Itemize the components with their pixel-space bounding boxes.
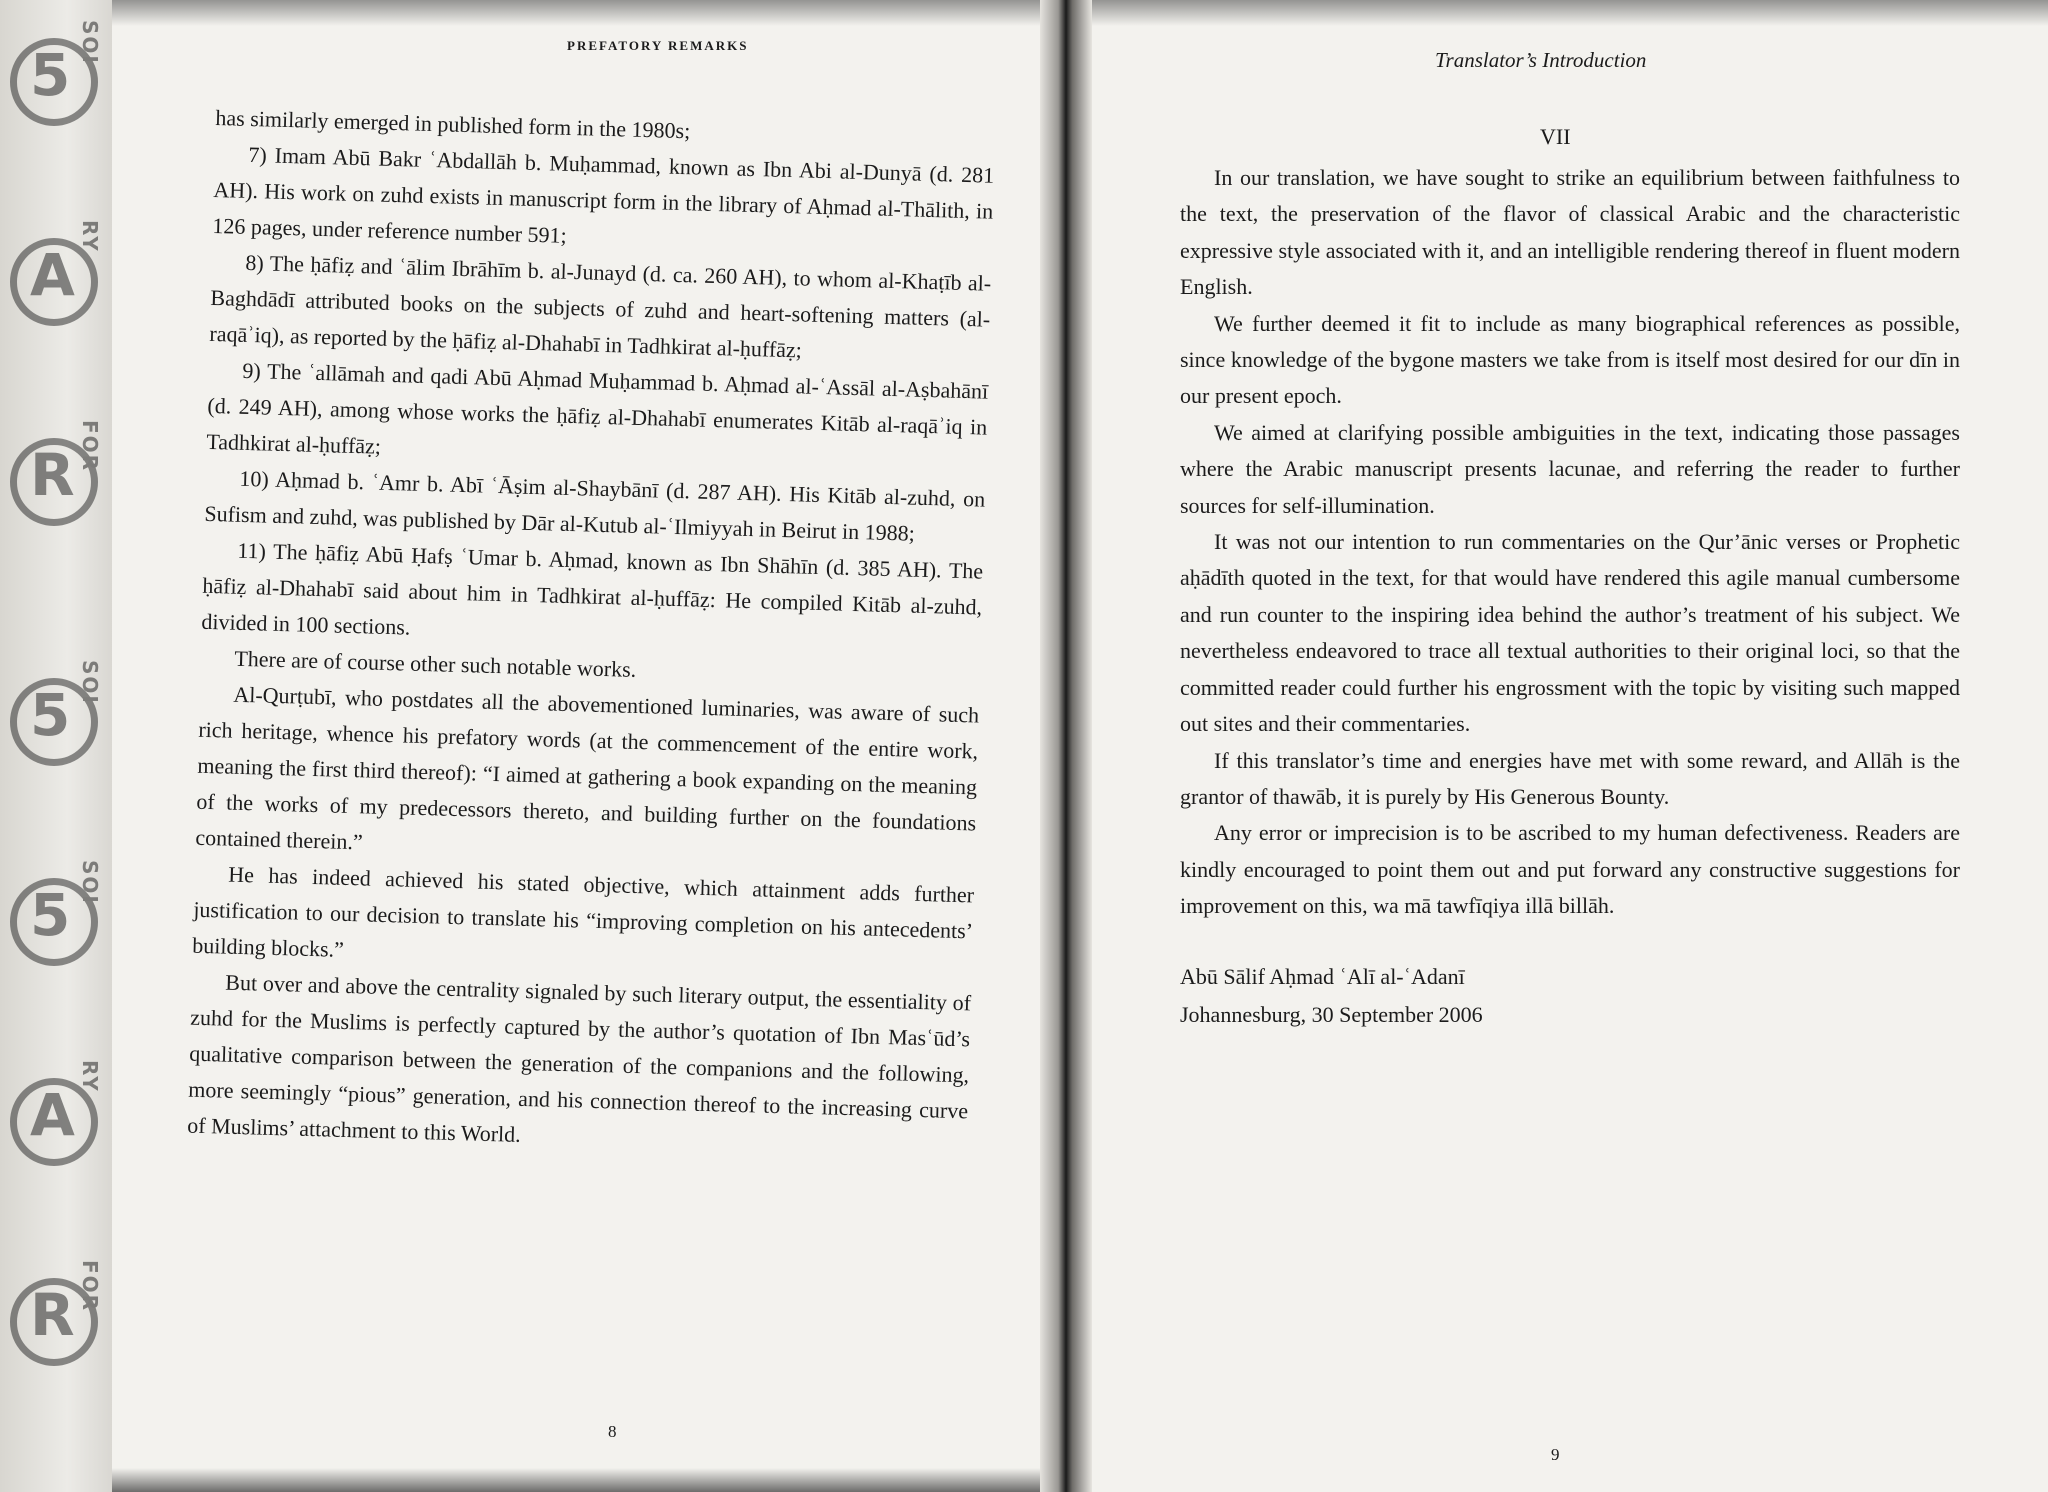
left-page-body bbox=[187, 100, 996, 1165]
paragraph: 9) The ʿallāmah and qadi Abū Aḥmad Muḥammad b. Aḥmad al-ʿAssāl al-Aṣbahānī (d. 249 AH), among whose works the ḥāfiẓ al-Dhahabī enumerates Kitāb al-raqāʾiq in Tadhkirat al-ḥuffāẓ; bbox=[206, 357, 989, 459]
paragraph: In our translation, we have sought to strike an equilibrium between faithfulness to the text, the preservation of the flavor of classical Arabic and the characteristic expressive style associated with it, and an intelligible rendering thereof in fluent modern English. bbox=[1180, 165, 1960, 300]
page-number: 9 bbox=[1551, 1445, 1560, 1464]
paragraph: 7) Imam Abū Bakr ʿAbdallāh b. Muḥammad, known as Ibn Abi al-Dunyā (d. 281 AH). His work on zuhd exists in manuscript form in the library of Aḥmad al-Thālith, in 126 pages, under reference number 591; bbox=[212, 141, 995, 248]
paragraph: There are of course other such notable works. bbox=[234, 645, 637, 682]
library-seal: 5 SOI bbox=[4, 860, 104, 1010]
paragraph: 10) Aḥmad b. ʿAmr b. Abī ʿĀṣim al-Shaybānī (d. 287 AH). His Kitāb al-zuhd, on Sufism and zuhd, was published by Dār al-Kutub al-ʿIlmiyyah in Beirut in 1988; bbox=[204, 465, 986, 546]
running-head: PREFATORY REMARKS bbox=[567, 38, 749, 53]
right-page bbox=[1092, 0, 2048, 1492]
paragraph: has similarly emerged in published form in the 1980s; bbox=[215, 104, 691, 144]
library-seal: 5 SOI bbox=[4, 20, 104, 170]
paragraph: We further deemed it fit to include as many biographical references as possible, since knowledge of the bygone masters we take from is itself most desired for our dīn in our present epoch. bbox=[1180, 310, 1960, 409]
paragraph: He has indeed achieved his stated objective, which attainment adds further justification to our decision to translate his “improving completion on his antecedents’ building blocks.” bbox=[192, 861, 975, 962]
paragraph: 8) The ḥāfiẓ and ʿālim Ibrāhīm b. al-Junayd (d. ca. 260 AH), to whom al-Khaṭīb al-Baghdādī attributed books on the subjects of zuhd and heart-softening matters (al-raqāʾiq), as reported by the ḥāfiẓ al-Dhahabī in Tadhkirat al-ḥuffāẓ; bbox=[209, 249, 992, 363]
section-number: VII bbox=[1540, 124, 1571, 149]
running-head: Translator’s Introduction bbox=[1435, 48, 1647, 72]
paragraph: If this translator’s time and energies have met with some reward, and Allāh is the grantor of thawāb, it is purely by His Generous Bounty. bbox=[1180, 747, 1960, 809]
paragraph: It was not our intention to run commentaries on the Qur’ānic verses or Prophetic aḥādīth quoted in the text, for that would have rendered this agile manual cumbersome and run counter to the inspiring idea behind the author’s treatment of his subject. We nevertheless endeavored to trace all textual authorities to their original loci, so that the committed reader could further his engrossment with the topic by visiting such mapped out sites and their commentaries. bbox=[1180, 529, 1960, 737]
left-page bbox=[112, 0, 1040, 1492]
library-seal: R FOR bbox=[4, 1260, 104, 1410]
paragraph: Any error or imprecision is to be ascribed to my human defectiveness. Readers are kindly encouraged to point them out and put forward any constructive suggestions for improvement on this, wa mā tawfīqiya illā billāh. bbox=[1180, 820, 1960, 919]
book-gutter bbox=[1040, 0, 1092, 1492]
signature-name: Abū Sālif Aḥmad ʿAlī al-ʿAdanī bbox=[1180, 964, 1465, 989]
page-number: 8 bbox=[608, 1422, 617, 1441]
library-seal: A RY bbox=[4, 1060, 104, 1210]
library-seal: R FOR bbox=[4, 420, 104, 570]
paragraph: But over and above the centrality signaled by such literary output, the essentiality of zuhd for the Muslims is perfectly captured by the author’s quotation of Ibn Masʿūd’s qualitative comparison between the generation of the companions and the following, more seemingly “pious” generation, and his connection thereof to the increasing curve of Muslims’ attachment to this World. bbox=[187, 969, 972, 1147]
paragraph: 11) The ḥāfiẓ Abū Ḥafṣ ʿUmar b. Aḥmad, known as Ibn Shāhīn (d. 385 AH). The ḥāfiẓ al-Dhahabī said about him in Tadhkirat al-ḥuffāẓ: He compiled Kitāb al-zuhd, divided in 100 sections. bbox=[201, 537, 984, 640]
paragraph: We aimed at clarifying possible ambiguities in the text, indicating those passages where the Arabic manuscript presents lacunae, and referring the reader to further sources for self-illumination. bbox=[1180, 419, 1960, 518]
library-stamp-strip bbox=[0, 0, 112, 1492]
library-seal: A RY bbox=[4, 220, 104, 370]
library-seal: 5 SOI bbox=[4, 660, 104, 810]
paragraph: Al-Qurṭubī, who postdates all the abovementioned luminaries, was aware of such rich heritage, whence his prefatory words (at the commencement of the entire work, meaning the first third thereof): “I aimed at gathering a book expanding on the meaning of the works of my predecessors thereto, and building further on the foundations contained therein.” bbox=[195, 681, 980, 855]
signature-place-date: Johannesburg, 30 September 2006 bbox=[1180, 1002, 1483, 1027]
right-page-body bbox=[1180, 160, 1960, 925]
